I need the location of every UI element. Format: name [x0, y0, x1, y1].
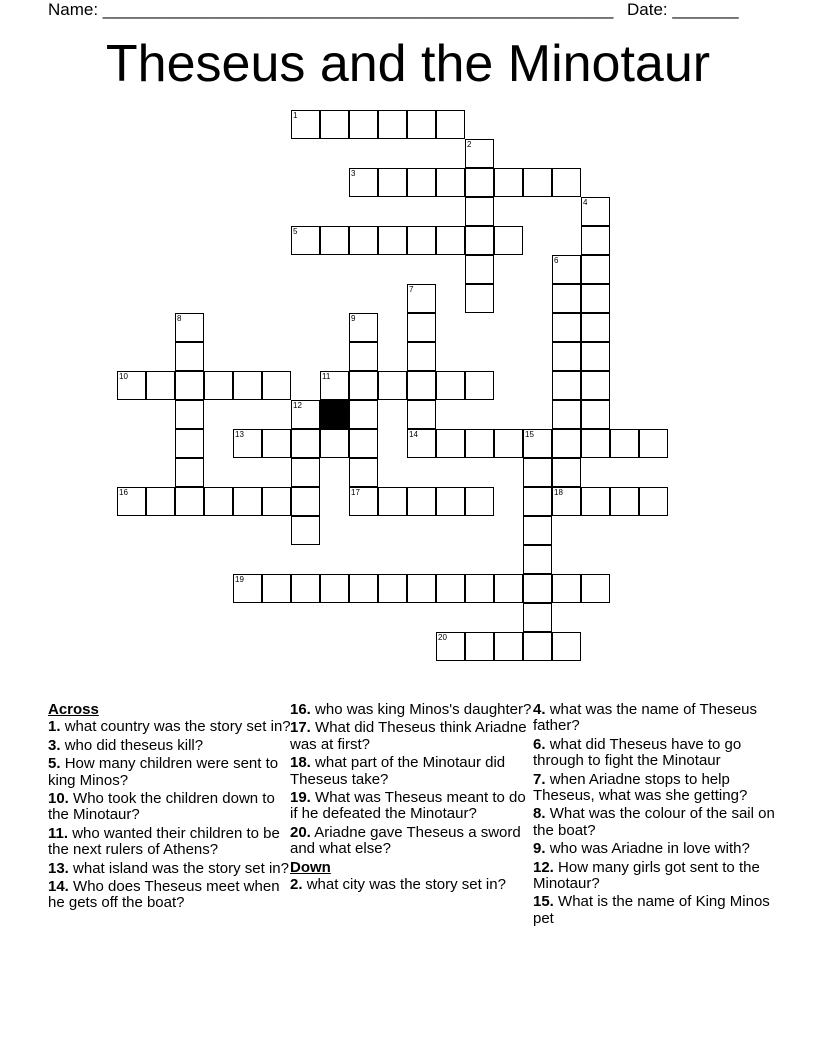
grid-cell[interactable] — [581, 574, 610, 603]
grid-cell[interactable] — [262, 487, 291, 516]
grid-cell[interactable] — [407, 168, 436, 197]
clue-number: 18. — [290, 754, 311, 772]
grid-cell[interactable] — [639, 429, 668, 458]
grid-cell[interactable] — [378, 226, 407, 255]
grid-cell[interactable] — [378, 110, 407, 139]
clue-across-16 — [290, 702, 535, 718]
cell-number: 3 — [351, 169, 356, 178]
cell-number: 17 — [351, 488, 360, 497]
grid-cell[interactable] — [320, 226, 349, 255]
clue-number: 8. — [533, 805, 546, 823]
clue-across-11 — [48, 826, 293, 859]
clue-down-6 — [533, 737, 778, 770]
clue-down-15 — [533, 894, 778, 927]
grid-cell[interactable] — [407, 429, 436, 458]
grid-cell[interactable] — [146, 487, 175, 516]
cell-number: 9 — [351, 314, 356, 323]
clue-text: Ariadne gave Theseus a sword and what else? — [290, 823, 521, 858]
cell-number: 19 — [235, 575, 244, 584]
cell-number: 5 — [293, 227, 298, 236]
grid-cell[interactable] — [465, 284, 494, 313]
grid-cell[interactable] — [407, 284, 436, 313]
grid-cell[interactable] — [320, 574, 349, 603]
cell-number: 8 — [177, 314, 182, 323]
grid-cell[interactable] — [523, 516, 552, 545]
grid-cell[interactable] — [465, 197, 494, 226]
grid-cell[interactable] — [349, 429, 378, 458]
grid-cell[interactable] — [262, 574, 291, 603]
grid-cell[interactable] — [465, 632, 494, 661]
clue-number: 6. — [533, 735, 546, 753]
clue-across-3 — [48, 738, 293, 754]
grid-cell[interactable] — [436, 110, 465, 139]
grid-cell[interactable] — [291, 458, 320, 487]
name-field-label[interactable]: Name: ______________________________________________________ — [48, 0, 614, 19]
grid-cell[interactable] — [581, 284, 610, 313]
grid-cell[interactable] — [552, 487, 581, 516]
clue-text: What did Theseus think Ariadne was at first? — [290, 719, 527, 753]
grid-cell[interactable] — [436, 632, 465, 661]
clue-text: How many children were sent to king Minos? — [48, 755, 279, 789]
header — [0, 0, 816, 20]
clue-down-12 — [533, 860, 778, 893]
grid-cell[interactable] — [552, 168, 581, 197]
clue-number: 15. — [533, 893, 554, 911]
grid-cell[interactable] — [349, 110, 378, 139]
grid-cell[interactable] — [146, 371, 175, 400]
clue-number: 20. — [290, 823, 311, 841]
grid-cell[interactable] — [436, 168, 465, 197]
clue-number: 5. — [48, 755, 61, 773]
grid-cell[interactable] — [349, 400, 378, 429]
grid-cell[interactable] — [523, 168, 552, 197]
clue-text: What was the colour of the sail on the boat? — [533, 805, 775, 839]
grid-cell[interactable] — [291, 487, 320, 516]
clue-down-2 — [290, 877, 535, 893]
grid-cell[interactable] — [175, 371, 204, 400]
clue-text: when Ariadne stops to help Theseus, what was she getting? — [533, 770, 748, 805]
grid-cell[interactable] — [291, 429, 320, 458]
puzzle-title: Theseus and the Minotaur — [105, 35, 711, 93]
grid-cell[interactable] — [378, 371, 407, 400]
grid-cell[interactable] — [175, 342, 204, 371]
clue-column-2 — [290, 702, 535, 895]
clue-number: 19. — [290, 789, 311, 807]
cell-number: 11 — [322, 372, 331, 381]
clue-text: who wanted their children to be the next rulers of Athens? — [48, 824, 280, 859]
grid-cell[interactable] — [552, 255, 581, 284]
grid-cell[interactable] — [349, 458, 378, 487]
clue-text: who did theseus kill? — [64, 736, 204, 754]
grid-cell[interactable] — [407, 313, 436, 342]
clue-text: what did Theseus have to go through to fight the Minotaur — [533, 735, 742, 770]
grid-cell[interactable] — [407, 400, 436, 429]
grid-cell[interactable] — [581, 400, 610, 429]
clue-text: what was the name of Theseus father? — [533, 701, 758, 735]
cell-number: 14 — [409, 430, 418, 439]
grid-cell[interactable] — [581, 371, 610, 400]
grid-cell[interactable] — [494, 632, 523, 661]
grid-cell[interactable] — [320, 371, 349, 400]
clue-text: What is the name of King Minos pet — [533, 893, 770, 927]
down-heading: Down — [290, 858, 331, 876]
grid-cell[interactable] — [494, 574, 523, 603]
grid-cell[interactable] — [291, 226, 320, 255]
clue-across-1 — [48, 719, 293, 735]
cell-number: 20 — [438, 633, 447, 642]
clue-number: 17. — [290, 719, 311, 737]
grid-cell[interactable] — [436, 574, 465, 603]
grid-cell[interactable] — [523, 574, 552, 603]
clue-across-19 — [290, 790, 535, 823]
grid-cell[interactable] — [378, 487, 407, 516]
clue-text: How many girls got sent to the Minotaur? — [533, 858, 760, 893]
grid-cell[interactable] — [436, 226, 465, 255]
grid-cell[interactable] — [407, 574, 436, 603]
grid-cell[interactable] — [494, 226, 523, 255]
grid-cell[interactable] — [552, 458, 581, 487]
grid-cell[interactable] — [552, 574, 581, 603]
grid-cell[interactable] — [465, 429, 494, 458]
clue-across-14 — [48, 879, 293, 912]
grid-cell[interactable] — [291, 400, 320, 429]
clue-number: 11. — [48, 824, 69, 842]
grid-cell[interactable] — [349, 574, 378, 603]
cell-number: 1 — [293, 111, 298, 120]
grid-cell[interactable] — [465, 487, 494, 516]
grid-cell[interactable] — [349, 168, 378, 197]
grid-cell[interactable] — [552, 313, 581, 342]
grid-cell[interactable] — [291, 574, 320, 603]
clue-text: what city was the story set in? — [306, 876, 506, 894]
clue-text: what part of the Minotaur did Theseus take? — [290, 754, 506, 788]
grid-cell[interactable] — [523, 603, 552, 632]
grid-cell[interactable] — [349, 313, 378, 342]
grid-cell[interactable] — [233, 574, 262, 603]
grid-cell[interactable] — [175, 487, 204, 516]
grid-cell[interactable] — [117, 487, 146, 516]
clue-down-8 — [533, 806, 778, 839]
grid-cell[interactable] — [610, 487, 639, 516]
clue-number: 2. — [290, 876, 303, 894]
cell-number: 16 — [119, 488, 128, 497]
grid-cell[interactable] — [552, 284, 581, 313]
grid-cell[interactable] — [204, 487, 233, 516]
grid-cell[interactable] — [523, 487, 552, 516]
grid-cell[interactable] — [465, 255, 494, 284]
clue-number: 7. — [533, 770, 546, 788]
grid-cell[interactable] — [581, 429, 610, 458]
grid-cell[interactable] — [465, 574, 494, 603]
clue-number: 16. — [290, 701, 311, 718]
grid-cell[interactable] — [639, 487, 668, 516]
grid-cell[interactable] — [581, 487, 610, 516]
clue-number: 13. — [48, 859, 69, 877]
grid-cell[interactable] — [523, 545, 552, 574]
clue-text: What was Theseus meant to do if he defeated the Minotaur? — [290, 789, 526, 823]
clue-text: what country was the story set in? — [64, 718, 291, 736]
cell-number: 2 — [467, 140, 472, 149]
cell-number: 10 — [119, 372, 128, 381]
grid-cell[interactable] — [233, 487, 262, 516]
grid-cell[interactable] — [407, 342, 436, 371]
cell-number: 12 — [293, 401, 302, 410]
grid-cell[interactable] — [349, 342, 378, 371]
clue-number: 14. — [48, 878, 69, 896]
grid-cell[interactable] — [378, 574, 407, 603]
grid-cell[interactable] — [407, 371, 436, 400]
cell-number: 15 — [525, 430, 534, 439]
grid-block — [320, 400, 349, 429]
grid-cell[interactable] — [262, 429, 291, 458]
grid-cell[interactable] — [581, 226, 610, 255]
grid-cell[interactable] — [175, 313, 204, 342]
clue-down-7 — [533, 772, 778, 805]
grid-cell[interactable] — [552, 429, 581, 458]
date-field-label[interactable]: Date: _______ — [627, 0, 739, 19]
grid-cell[interactable] — [552, 371, 581, 400]
clue-across-5 — [48, 756, 293, 789]
grid-cell[interactable] — [320, 429, 349, 458]
grid-cell[interactable] — [233, 371, 262, 400]
grid-cell[interactable] — [465, 168, 494, 197]
grid-cell[interactable] — [581, 313, 610, 342]
grid-cell[interactable] — [465, 371, 494, 400]
cell-number: 4 — [583, 198, 588, 207]
clue-number: 9. — [533, 840, 546, 858]
clue-across-13 — [48, 861, 293, 877]
grid-cell[interactable] — [465, 139, 494, 168]
clue-down-9 — [533, 841, 778, 857]
clue-number: 12. — [533, 858, 554, 876]
grid-cell[interactable] — [552, 342, 581, 371]
cell-number: 18 — [554, 488, 563, 497]
across-heading: Across — [48, 701, 99, 718]
grid-cell[interactable] — [552, 400, 581, 429]
grid-cell[interactable] — [581, 342, 610, 371]
clue-column-1 — [48, 702, 293, 914]
clue-across-17 — [290, 720, 535, 753]
grid-cell[interactable] — [436, 487, 465, 516]
grid-cell[interactable] — [494, 429, 523, 458]
grid-cell[interactable] — [523, 632, 552, 661]
grid-cell[interactable] — [407, 226, 436, 255]
grid-cell[interactable] — [436, 429, 465, 458]
grid-cell[interactable] — [552, 632, 581, 661]
clue-text: Who took the children down to the Minotaur? — [48, 790, 275, 824]
grid-cell[interactable] — [204, 371, 233, 400]
clue-across-20 — [290, 825, 535, 858]
grid-cell[interactable] — [436, 371, 465, 400]
grid-cell[interactable] — [523, 429, 552, 458]
grid-cell[interactable] — [407, 110, 436, 139]
clue-column-3 — [533, 702, 778, 929]
cell-number: 6 — [554, 256, 559, 265]
grid-cell[interactable] — [378, 168, 407, 197]
grid-cell[interactable] — [291, 516, 320, 545]
grid-cell[interactable] — [233, 429, 262, 458]
grid-cell[interactable] — [117, 371, 146, 400]
grid-cell[interactable] — [320, 110, 349, 139]
clue-text: who was Ariadne in love with? — [549, 840, 750, 858]
clue-text: who was king Minos's daughter? — [315, 701, 532, 718]
grid-cell[interactable] — [175, 400, 204, 429]
grid-cell[interactable] — [349, 226, 378, 255]
clue-text: what island was the story set in? — [73, 859, 289, 877]
grid-cell[interactable] — [494, 168, 523, 197]
grid-cell[interactable] — [349, 371, 378, 400]
grid-cell[interactable] — [349, 487, 378, 516]
grid-cell[interactable] — [262, 371, 291, 400]
grid-cell[interactable] — [523, 458, 552, 487]
grid-cell[interactable] — [465, 226, 494, 255]
clue-down-4 — [533, 702, 778, 735]
clue-across-18 — [290, 755, 535, 788]
grid-cell[interactable] — [291, 110, 320, 139]
clue-number: 1. — [48, 718, 61, 736]
grid-cell[interactable] — [175, 429, 204, 458]
clue-number: 10. — [48, 790, 69, 808]
grid-cell[interactable] — [407, 487, 436, 516]
grid-cell[interactable] — [581, 197, 610, 226]
clue-across-10 — [48, 791, 293, 824]
clue-number: 3. — [48, 736, 61, 754]
cell-number: 7 — [409, 285, 414, 294]
grid-cell[interactable] — [581, 255, 610, 284]
grid-cell[interactable] — [610, 429, 639, 458]
clue-text: Who does Theseus meet when he gets off the boat? — [48, 878, 280, 912]
cell-number: 13 — [235, 430, 244, 439]
clue-number: 4. — [533, 701, 546, 718]
grid-cell[interactable] — [175, 458, 204, 487]
